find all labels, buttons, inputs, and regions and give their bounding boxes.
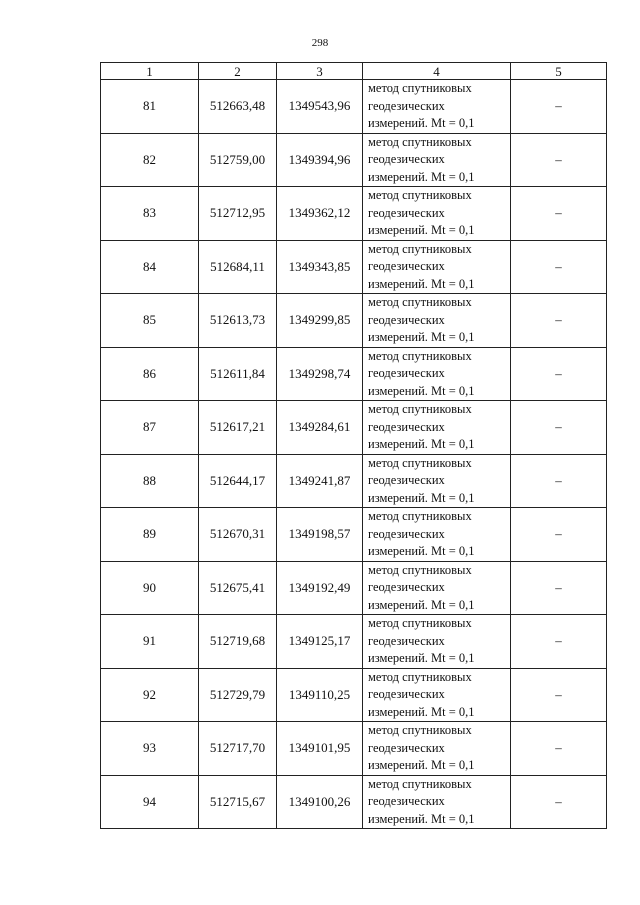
y-coordinate-cell: 1349343,85 [277, 240, 363, 294]
note-cell: – [511, 775, 607, 829]
point-number-cell: 90 [101, 561, 199, 615]
method-line: метод спутниковых [368, 509, 472, 523]
x-coordinate-cell: 512675,41 [199, 561, 277, 615]
method-line: метод спутниковых [368, 241, 472, 256]
method-line: метод спутниковых [368, 348, 472, 363]
y-coordinate-cell: 1349192,49 [277, 561, 363, 615]
method-line: измерений. Mt = 0,1 [368, 383, 475, 398]
method-line: метод спутниковых [368, 776, 472, 791]
method-line: измерений. Mt = 0,1 [368, 116, 475, 130]
note-cell: – [511, 722, 607, 776]
table-row [101, 508, 607, 562]
y-coordinate-cell: 1349110,25 [277, 668, 363, 722]
header-cell-1: 1 [101, 63, 199, 80]
point-number-cell: 82 [101, 133, 199, 187]
header-cell-5: 5 [511, 63, 607, 80]
method-line: геодезических [368, 633, 445, 648]
method-line: геодезических [368, 580, 445, 594]
method-cell [363, 133, 511, 187]
table-row [101, 133, 607, 187]
x-coordinate-cell: 512759,00 [199, 133, 277, 187]
method-cell [363, 615, 511, 669]
method-line: измерений. Mt = 0,1 [368, 276, 475, 291]
method-line: геодезических [368, 98, 445, 113]
y-coordinate-cell: 1349298,74 [277, 347, 363, 401]
method-cell [363, 347, 511, 401]
coordinates-table [100, 62, 607, 829]
point-number-cell: 88 [101, 454, 199, 508]
y-coordinate-cell: 1349101,95 [277, 722, 363, 776]
x-coordinate-cell: 512611,84 [199, 347, 277, 401]
note-cell: – [511, 561, 607, 615]
method-cell [363, 775, 511, 829]
y-coordinate-cell: 1349284,61 [277, 401, 363, 455]
table-row [101, 80, 607, 134]
method-line: измерений. Mt = 0,1 [368, 651, 475, 665]
table-row [101, 722, 607, 776]
method-cell [363, 187, 511, 241]
method-line: метод спутниковых [368, 562, 472, 577]
method-line: геодезических [368, 366, 445, 380]
point-number-cell: 89 [101, 508, 199, 562]
y-coordinate-cell: 1349362,12 [277, 187, 363, 241]
method-line: метод спутниковых [368, 188, 472, 202]
x-coordinate-cell: 512717,70 [199, 722, 277, 776]
point-number-cell: 81 [101, 80, 199, 134]
method-line: геодезических [368, 259, 445, 273]
table-row [101, 401, 607, 455]
y-coordinate-cell: 1349125,17 [277, 615, 363, 669]
note-cell: – [511, 187, 607, 241]
x-coordinate-cell: 512617,21 [199, 401, 277, 455]
x-coordinate-cell: 512670,31 [199, 508, 277, 562]
method-cell [363, 80, 511, 134]
table-row [101, 615, 607, 669]
method-line: измерений. Mt = 0,1 [368, 490, 475, 505]
x-coordinate-cell: 512712,95 [199, 187, 277, 241]
method-line: геодезических [368, 687, 445, 701]
method-line: метод спутниковых [368, 81, 472, 95]
header-cell-4: 4 [363, 63, 511, 80]
y-coordinate-cell: 1349241,87 [277, 454, 363, 508]
method-line: измерений. Mt = 0,1 [368, 704, 475, 719]
method-line: геодезических [368, 740, 445, 755]
table-row [101, 187, 607, 241]
method-line: метод спутниковых [368, 616, 472, 630]
y-coordinate-cell: 1349100,26 [277, 775, 363, 829]
method-line: метод спутниковых [368, 455, 472, 470]
method-line: измерений. Mt = 0,1 [368, 597, 475, 612]
table-row [101, 561, 607, 615]
method-cell [363, 508, 511, 562]
method-line: метод спутниковых [368, 295, 472, 309]
point-number-cell: 91 [101, 615, 199, 669]
method-cell [363, 668, 511, 722]
point-number-cell: 94 [101, 775, 199, 829]
x-coordinate-cell: 512663,48 [199, 80, 277, 134]
y-coordinate-cell: 1349299,85 [277, 294, 363, 348]
method-cell [363, 240, 511, 294]
method-line: измерений. Mt = 0,1 [368, 330, 475, 344]
x-coordinate-cell: 512729,79 [199, 668, 277, 722]
method-line: метод спутниковых [368, 402, 472, 416]
method-line: измерений. Mt = 0,1 [368, 223, 475, 237]
method-cell [363, 294, 511, 348]
table-row [101, 775, 607, 829]
method-line: измерений. Mt = 0,1 [368, 811, 475, 826]
x-coordinate-cell: 512613,73 [199, 294, 277, 348]
method-line: измерений. Mt = 0,1 [368, 437, 475, 451]
note-cell: – [511, 347, 607, 401]
table-row [101, 668, 607, 722]
point-number-cell: 87 [101, 401, 199, 455]
method-cell [363, 401, 511, 455]
table-row [101, 294, 607, 348]
x-coordinate-cell: 512644,17 [199, 454, 277, 508]
note-cell: – [511, 508, 607, 562]
x-coordinate-cell: 512684,11 [199, 240, 277, 294]
y-coordinate-cell: 1349394,96 [277, 133, 363, 187]
y-coordinate-cell: 1349543,96 [277, 80, 363, 134]
method-line: измерений. Mt = 0,1 [368, 758, 475, 772]
method-line: геодезических [368, 152, 445, 166]
note-cell: – [511, 454, 607, 508]
method-line: геодезических [368, 205, 445, 220]
point-number-cell: 93 [101, 722, 199, 776]
note-cell: – [511, 133, 607, 187]
method-line: измерений. Mt = 0,1 [368, 544, 475, 558]
header-cell-2: 2 [199, 63, 277, 80]
method-line: измерений. Mt = 0,1 [368, 169, 475, 184]
method-cell [363, 561, 511, 615]
note-cell: – [511, 240, 607, 294]
method-cell [363, 454, 511, 508]
page-number: 298 [311, 37, 329, 49]
table-row [101, 454, 607, 508]
header-cell-3: 3 [277, 63, 363, 80]
note-cell: – [511, 668, 607, 722]
point-number-cell: 83 [101, 187, 199, 241]
method-line: метод спутниковых [368, 134, 472, 149]
method-line: геодезических [368, 473, 445, 487]
point-number-cell: 92 [101, 668, 199, 722]
table-body [101, 80, 607, 829]
method-line: геодезических [368, 526, 445, 541]
method-line: геодезических [368, 312, 445, 327]
note-cell: – [511, 80, 607, 134]
method-line: метод спутниковых [368, 723, 472, 737]
table-header [101, 63, 607, 80]
note-cell: – [511, 401, 607, 455]
y-coordinate-cell: 1349198,57 [277, 508, 363, 562]
point-number-cell: 85 [101, 294, 199, 348]
method-line: метод спутниковых [368, 669, 472, 684]
header-row [101, 63, 607, 80]
note-cell: – [511, 615, 607, 669]
x-coordinate-cell: 512719,68 [199, 615, 277, 669]
table-row [101, 240, 607, 294]
method-line: геодезических [368, 794, 445, 808]
method-line: геодезических [368, 419, 445, 434]
x-coordinate-cell: 512715,67 [199, 775, 277, 829]
table-row [101, 347, 607, 401]
point-number-cell: 84 [101, 240, 199, 294]
method-cell [363, 722, 511, 776]
point-number-cell: 86 [101, 347, 199, 401]
note-cell: – [511, 294, 607, 348]
